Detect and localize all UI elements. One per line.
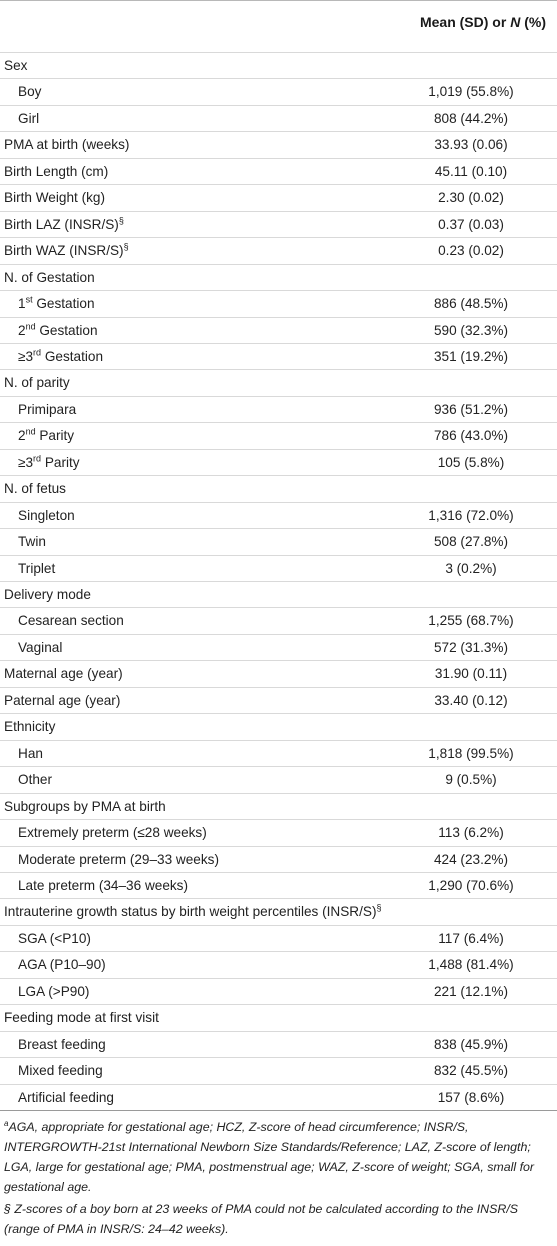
- row-value: 117 (6.4%): [438, 930, 504, 946]
- row-label: Extremely preterm (≤28 weeks): [18, 825, 207, 841]
- row-label: Paternal age (year): [4, 692, 121, 708]
- table-row: [0, 105, 557, 131]
- row-value: 351 (19.2%): [433, 348, 509, 364]
- row-value: 0.23 (0.02): [438, 243, 504, 259]
- row-label: Girl: [18, 110, 40, 126]
- row-label: ≥3rd Gestation: [18, 347, 104, 364]
- row-value: 45.11 (0.10): [434, 163, 508, 179]
- table-row: [0, 158, 557, 184]
- row-value: 590 (32.3%): [433, 322, 509, 338]
- row-value: 424 (23.2%): [433, 851, 509, 867]
- row-value: 221 (12.1%): [433, 983, 509, 999]
- row-label: Moderate preterm (29–33 weeks): [18, 851, 219, 867]
- table-row: [0, 184, 557, 210]
- table-row: [0, 740, 557, 766]
- row-value: 808 (44.2%): [433, 110, 509, 126]
- table-row: [0, 264, 557, 290]
- row-label: Triplet: [18, 560, 56, 576]
- table-row: [0, 131, 557, 157]
- table-row: [0, 607, 557, 633]
- row-value: 1,019 (55.8%): [428, 84, 514, 100]
- row-value: 33.40 (0.12): [434, 692, 508, 708]
- row-label: N. of fetus: [4, 481, 66, 497]
- row-label: 2nd Parity: [18, 426, 75, 444]
- row-value: 33.93 (0.06): [434, 137, 508, 153]
- row-label: Maternal age (year): [4, 666, 123, 682]
- row-value: 832 (45.5%): [433, 1063, 509, 1079]
- row-label: Twin: [18, 534, 46, 550]
- table-row: [0, 1031, 557, 1057]
- row-value: 838 (45.9%): [433, 1036, 509, 1052]
- row-label: Vaginal: [18, 639, 63, 655]
- table-row: [0, 846, 557, 872]
- table-row: [0, 634, 557, 660]
- row-value: 113 (6.2%): [438, 825, 504, 841]
- row-label: 1st Gestation: [18, 294, 95, 312]
- table-row: [0, 1004, 557, 1030]
- table-row: [0, 555, 557, 581]
- row-label: Feeding mode at first visit: [4, 1010, 159, 1026]
- row-value: 1,488 (81.4%): [428, 957, 514, 973]
- row-label: 2nd Gestation: [18, 320, 98, 338]
- row-value: 936 (51.2%): [433, 401, 509, 417]
- table-row: [0, 528, 557, 554]
- row-label: Birth WAZ (INSR/S)§: [4, 241, 129, 259]
- row-label: Subgroups by PMA at birth: [4, 798, 166, 814]
- row-label: ≥3rd Parity: [18, 453, 80, 470]
- row-value: 1,316 (72.0%): [428, 507, 514, 523]
- row-label: Delivery mode: [4, 587, 91, 602]
- table-row: [0, 925, 557, 951]
- row-label: LGA (>P90): [18, 983, 90, 999]
- row-value: 572 (31.3%): [433, 639, 509, 655]
- table-row: [0, 872, 557, 898]
- row-label: Sex: [4, 58, 28, 73]
- row-label: Artificial feeding: [18, 1089, 114, 1105]
- row-label: Ethnicity: [4, 719, 56, 735]
- table-row: [0, 687, 557, 713]
- row-value: 886 (48.5%): [433, 296, 509, 312]
- row-value: 105 (5.8%): [437, 454, 505, 470]
- table-row: [0, 978, 557, 1004]
- row-label: N. of Gestation: [4, 269, 95, 285]
- table-row: [0, 211, 557, 237]
- row-value: 0.37 (0.03): [438, 216, 504, 232]
- row-value: 31.90 (0.11): [434, 666, 508, 682]
- row-label: Cesarean section: [18, 613, 124, 629]
- row-label: Singleton: [18, 507, 75, 523]
- table-row: [0, 449, 557, 475]
- row-value: 2.30 (0.02): [438, 190, 504, 206]
- table-row: [0, 369, 557, 395]
- row-label: Birth LAZ (INSR/S)§: [4, 215, 124, 232]
- table-row: [0, 237, 557, 263]
- table-row: [0, 713, 557, 739]
- table-row: [0, 898, 557, 924]
- table-row: [0, 766, 557, 792]
- row-label: Primipara: [18, 401, 77, 417]
- row-label: SGA (<P10): [18, 930, 91, 946]
- table-bottom-rule: [0, 1110, 557, 1111]
- table-row: [0, 793, 557, 819]
- table-row: [0, 78, 557, 104]
- table-row: [0, 581, 557, 607]
- row-value: 1,818 (99.5%): [428, 745, 514, 761]
- row-label: Other: [18, 772, 52, 788]
- footnote-section: § Z-scores of a boy born at 23 weeks of PMA could not be calculated according to the INSR/S (range of PMA in INSR/S: 24–42 weeks).: [4, 1202, 519, 1236]
- table-header: [0, 0, 557, 52]
- row-value: 786 (43.0%): [433, 428, 509, 444]
- table-row: [0, 660, 557, 686]
- table-row: [0, 1084, 557, 1110]
- footnote-abbreviations: $^a$AGA, appropriate for gestational age; HCZ, Z-score of head circumference; INSR/S, INTERGROWTH-21st International Newborn Size Standards/Reference; LAZ, Z-score of length; LGA, large for gestational age; PMA, postmenstrual age; WAZ, Z-score of weight; SGA, small for gestational age.: [4, 1118, 535, 1194]
- row-label: Han: [18, 745, 43, 761]
- table-row: [0, 343, 557, 369]
- row-value: 1,290 (70.6%): [428, 877, 514, 893]
- column-header: Mean (SD) or N (%): [419, 14, 546, 30]
- row-label: Birth Weight (kg): [4, 190, 105, 206]
- row-label: Mixed feeding: [18, 1063, 103, 1079]
- row-value: 1,255 (68.7%): [428, 613, 514, 629]
- row-value: 3 (0.2%): [445, 560, 497, 576]
- row-label: Birth Length (cm): [4, 163, 109, 179]
- table-row: [0, 422, 557, 448]
- row-value: 508 (27.8%): [433, 534, 509, 550]
- row-value: 9 (0.5%): [445, 772, 497, 788]
- table-row: [0, 52, 557, 78]
- row-value: 157 (8.6%): [437, 1089, 505, 1105]
- row-label: Boy: [18, 84, 42, 100]
- table-row: [0, 502, 557, 528]
- table-row: [0, 819, 557, 845]
- table-row: [0, 475, 557, 501]
- table-row: [0, 317, 557, 343]
- row-label: N. of parity: [4, 375, 70, 391]
- row-label: AGA (P10–90): [18, 957, 106, 973]
- row-label: PMA at birth (weeks): [4, 137, 130, 153]
- row-label: Intrauterine growth status by birth weight percentiles (INSR/S)§: [4, 902, 382, 920]
- row-label: Late preterm (34–36 weeks): [18, 877, 189, 893]
- table-row: [0, 1057, 557, 1083]
- table-row: [0, 951, 557, 977]
- row-label: Breast feeding: [18, 1036, 106, 1052]
- table-row: [0, 396, 557, 422]
- table-row: [0, 290, 557, 316]
